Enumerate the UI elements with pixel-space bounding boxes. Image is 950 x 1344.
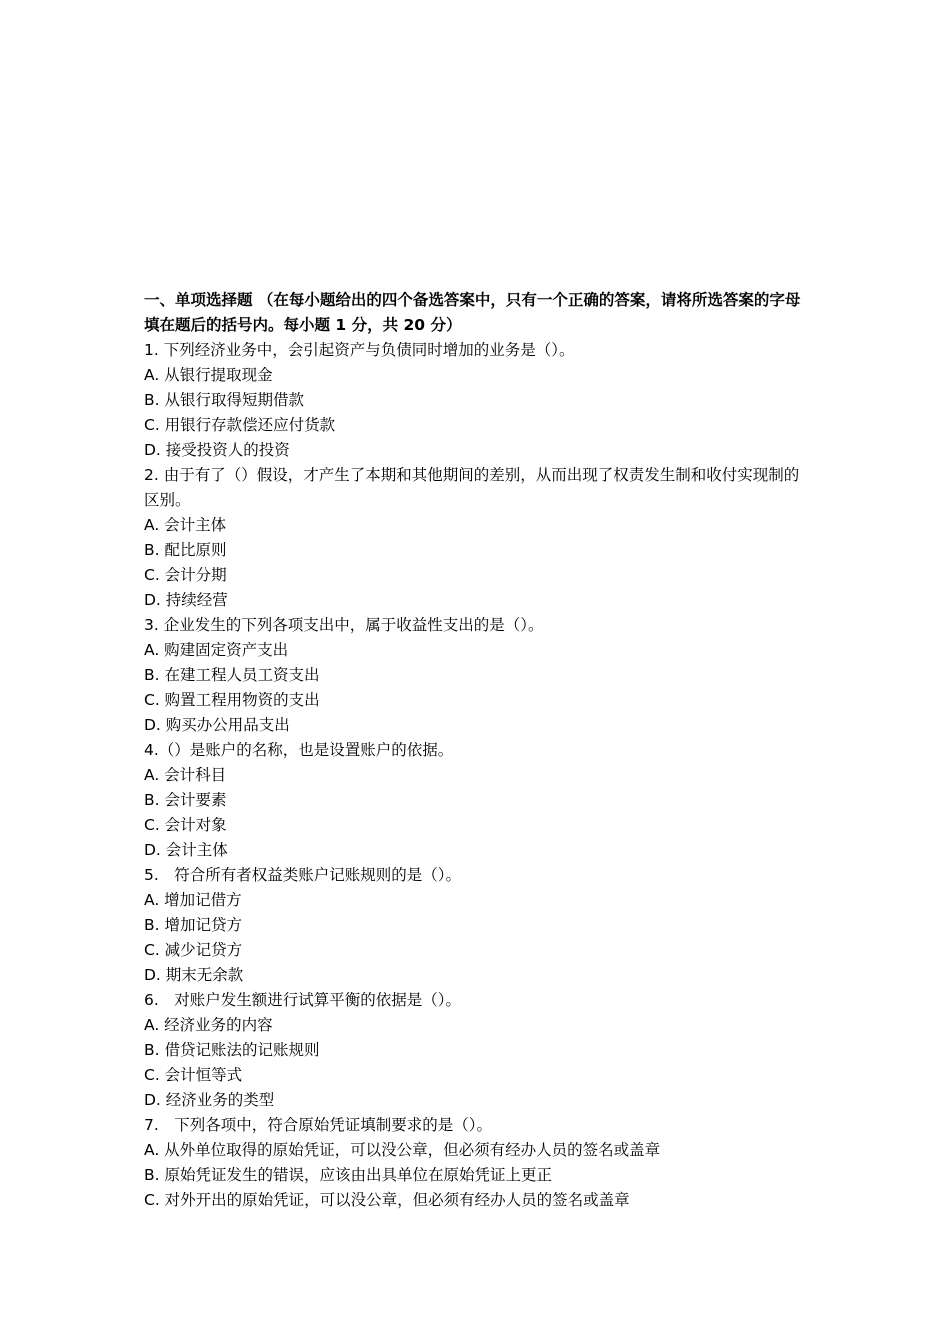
option-a: A. 会计主体 — [144, 516, 227, 534]
question-1 — [144, 338, 814, 463]
option-d: D. 持续经营 — [144, 591, 228, 609]
option-c: C. 减少记贷方 — [144, 941, 243, 959]
option-d: D. 期末无余款 — [144, 966, 244, 984]
option-b: B. 在建工程人员工资支出 — [144, 666, 320, 684]
option-d: D. 会计主体 — [144, 841, 228, 859]
option-b: B. 从银行取得短期借款 — [144, 391, 304, 409]
option-d: D. 经济业务的类型 — [144, 1091, 275, 1109]
option-d: D. 接受投资人的投资 — [144, 441, 290, 459]
question-3 — [144, 613, 814, 738]
option-c: C. 会计对象 — [144, 816, 227, 834]
question-stem: 1. 下列经济业务中，会引起资产与负债同时增加的业务是（）。 — [144, 341, 575, 359]
section-heading: 一、单项选择题 （在每小题给出的四个备选答案中，只有一个正确的答案，请将所选答案的字母填在题后的括号内。每小题 1 分，共 20 分） — [144, 291, 801, 334]
option-d: D. 购买办公用品支出 — [144, 716, 290, 734]
option-a: A. 购建固定资产支出 — [144, 641, 289, 659]
question-5 — [144, 863, 814, 988]
option-b: B. 增加记贷方 — [144, 916, 242, 934]
exam-content — [144, 288, 814, 1213]
option-a: A. 会计科目 — [144, 766, 227, 784]
option-c: C. 会计分期 — [144, 566, 227, 584]
option-c: C. 会计恒等式 — [144, 1066, 243, 1084]
question-stem: 6. 对账户发生额进行试算平衡的依据是（）。 — [144, 991, 462, 1009]
option-c: C. 购置工程用物资的支出 — [144, 691, 320, 709]
question-stem: 7. 下列各项中，符合原始凭证填制要求的是（）。 — [144, 1116, 493, 1134]
question-stem: 4.（）是账户的名称，也是设置账户的依据。 — [144, 741, 454, 759]
option-a: A. 从银行提取现金 — [144, 366, 273, 384]
option-a: A. 经济业务的内容 — [144, 1016, 273, 1034]
question-stem: 2. 由于有了（）假设，才产生了本期和其他期间的差别，从而出现了权责发生制和收付实现制的区别。 — [144, 466, 800, 509]
question-stem: 3. 企业发生的下列各项支出中，属于收益性支出的是（）。 — [144, 616, 544, 634]
option-b: B. 原始凭证发生的错误，应该由出具单位在原始凭证上更正 — [144, 1166, 552, 1184]
option-a: A. 从外单位取得的原始凭证，可以没公章，但必须有经办人员的签名或盖章 — [144, 1141, 661, 1159]
option-c: C. 对外开出的原始凭证，可以没公章，但必须有经办人员的签名或盖章 — [144, 1191, 630, 1209]
question-7 — [144, 1113, 814, 1213]
option-a: A. 增加记借方 — [144, 891, 242, 909]
option-b: B. 配比原则 — [144, 541, 227, 559]
question-stem: 5. 符合所有者权益类账户记账规则的是（）。 — [144, 866, 462, 884]
question-4 — [144, 738, 814, 863]
option-c: C. 用银行存款偿还应付货款 — [144, 416, 336, 434]
question-2 — [144, 463, 814, 613]
question-6 — [144, 988, 814, 1113]
option-b: B. 借贷记账法的记账规则 — [144, 1041, 320, 1059]
option-b: B. 会计要素 — [144, 791, 227, 809]
